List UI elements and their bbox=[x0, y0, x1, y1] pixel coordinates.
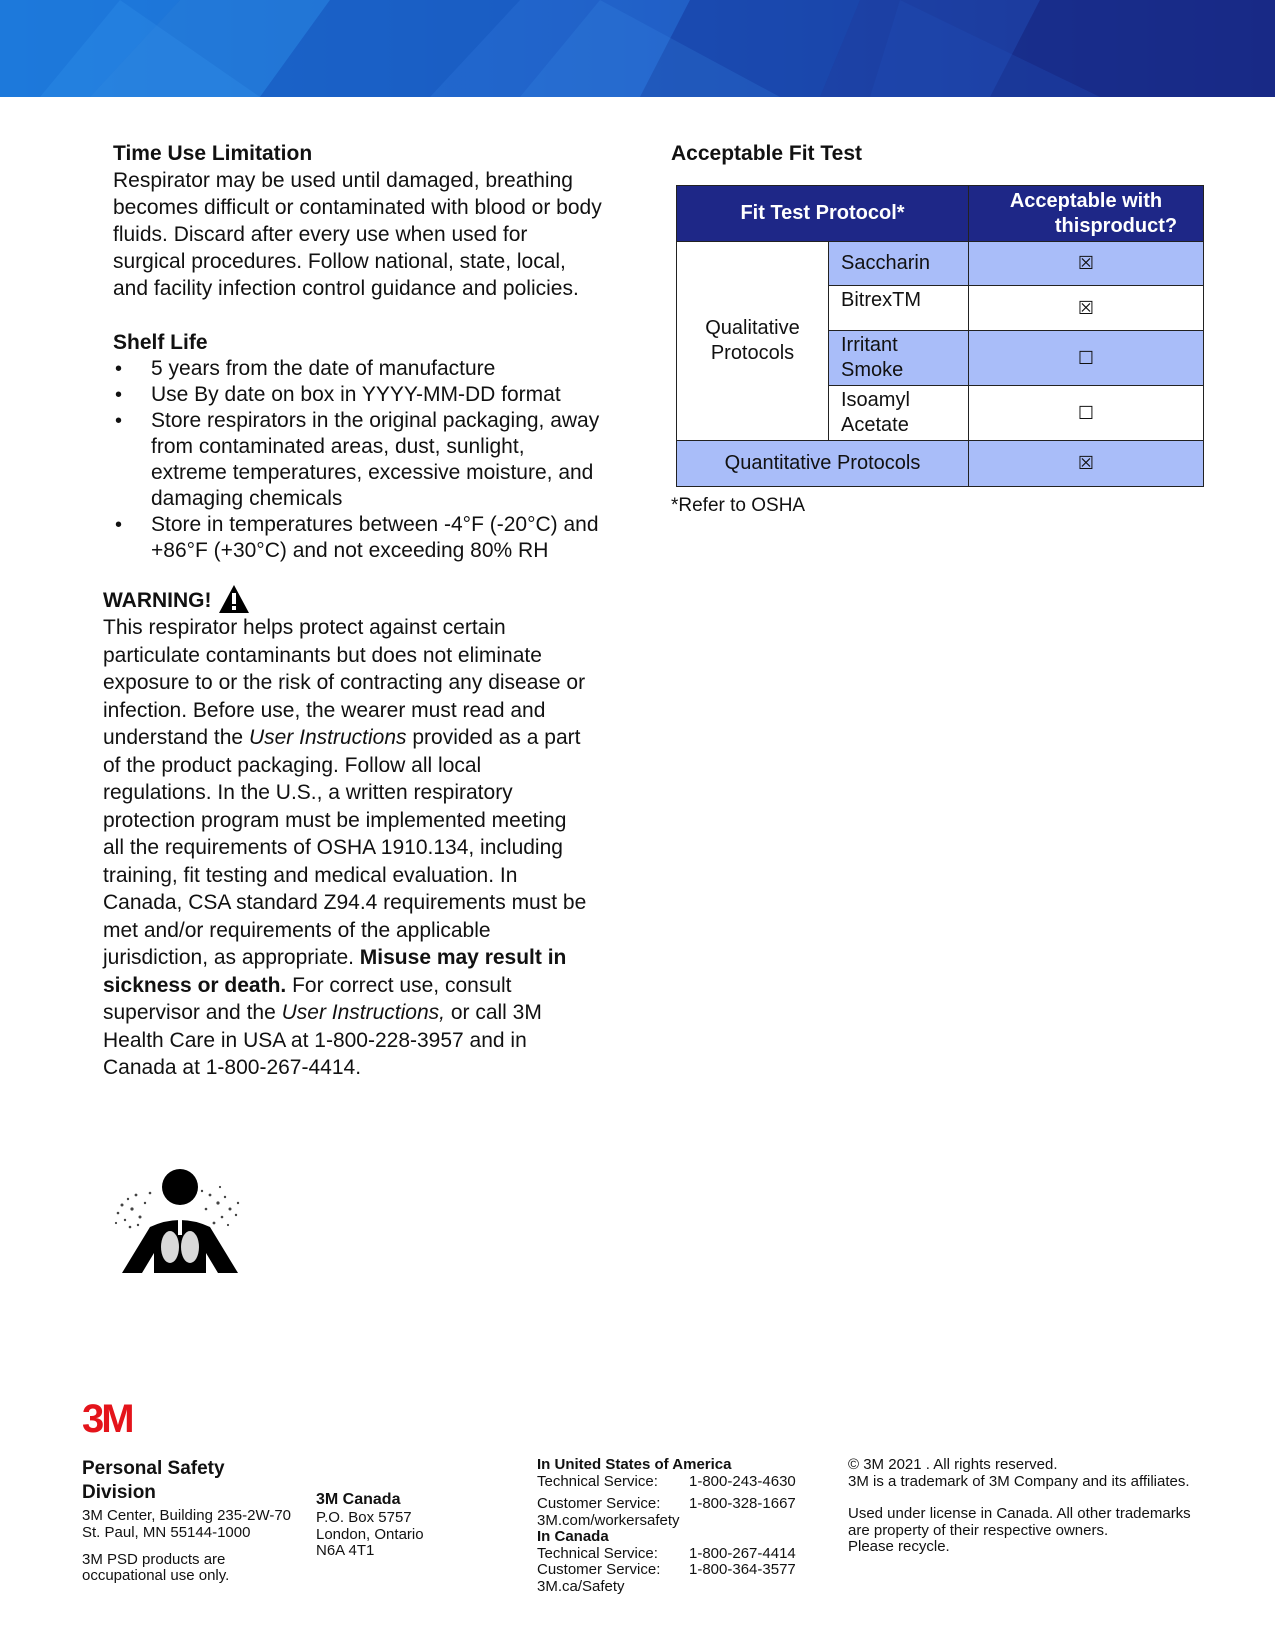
warning-triangle-icon bbox=[218, 584, 250, 614]
contact-label: Customer Service: bbox=[537, 1561, 661, 1578]
shelf-life-title: Shelf Life bbox=[113, 331, 208, 354]
phone-number: 1-800-243-4630 bbox=[689, 1472, 796, 1490]
legal-line: Please recycle. bbox=[848, 1538, 950, 1555]
legal-line: 3M is a trademark of 3M Company and its affiliates. bbox=[848, 1472, 1190, 1490]
protocol-name-text: Acetate bbox=[841, 414, 909, 436]
contacts-block bbox=[537, 1457, 817, 1595]
protocol-name bbox=[829, 286, 969, 331]
warning-heading bbox=[103, 580, 603, 614]
phone-number: 1-800-364-3577 bbox=[689, 1561, 796, 1578]
checkbox-cell: ☒ bbox=[969, 441, 1204, 487]
contact-row bbox=[537, 1562, 817, 1579]
header-acceptable-line2: thisproduct? bbox=[1054, 214, 1178, 237]
division-note bbox=[82, 1552, 302, 1584]
shelf-life-section bbox=[103, 329, 603, 564]
contact-label: Technical Service: bbox=[537, 1544, 658, 1562]
address-line: St. Paul, MN 55144-1000 bbox=[82, 1523, 251, 1541]
table-row bbox=[677, 441, 1204, 487]
protocol-name-text: Smoke bbox=[841, 359, 904, 381]
division-address bbox=[82, 1508, 302, 1541]
checkbox-cell: ☒ bbox=[969, 286, 1204, 331]
legal-line: Used under license in Canada. All other trademarks bbox=[848, 1505, 1191, 1522]
user-instructions-ref: User Instructions bbox=[248, 726, 407, 749]
website-link[interactable]: 3M.ca/Safety bbox=[537, 1577, 625, 1595]
footnote: *Refer to OSHA bbox=[671, 495, 806, 516]
address-line: 3M Center, Building 235-2W-70 bbox=[82, 1507, 292, 1524]
legal-line: © 3M 2021 . All rights reserved. bbox=[848, 1456, 1058, 1473]
phone-number: 1-800-328-1667 bbox=[689, 1495, 796, 1512]
left-column bbox=[103, 140, 603, 1082]
header-acceptable-line1: Acceptable with bbox=[1009, 189, 1163, 212]
list-item: • Store in temperatures between -4°F (-20°C) and +86°F (+30°C) and not exceeding 80% RH bbox=[113, 512, 603, 564]
contact-label: Customer Service: bbox=[537, 1495, 661, 1512]
user-instructions-ref: User Instructions, bbox=[281, 1001, 445, 1024]
header-acceptable bbox=[969, 186, 1204, 242]
contact-row bbox=[537, 1474, 817, 1491]
note-line: 3M PSD products are bbox=[82, 1551, 226, 1568]
canada-contacts-title: In Canada bbox=[537, 1528, 609, 1545]
fit-test-section bbox=[671, 140, 1211, 516]
contact-row bbox=[537, 1546, 817, 1563]
warning-text-part: This respirator helps protect against certain particulate contaminants but does not eliminate exposure to or the risk of contracting any disease or infection. Before use, the wearer must read and understand the bbox=[103, 616, 586, 749]
protocol-name bbox=[829, 386, 969, 441]
division-block bbox=[82, 1457, 302, 1584]
banner-graphic bbox=[0, 0, 1275, 97]
checkbox-cell: ☒ bbox=[969, 242, 1204, 286]
note-line: occupational use only. bbox=[82, 1567, 230, 1584]
usa-title: In United States of America bbox=[537, 1456, 732, 1473]
legal-block bbox=[848, 1457, 1208, 1556]
warning-body bbox=[103, 614, 593, 1082]
canada-title: 3M Canada bbox=[316, 1491, 401, 1508]
website-link[interactable]: 3M.com/workersafety bbox=[537, 1511, 680, 1529]
3m-logo: 3M bbox=[82, 1397, 132, 1441]
address-line: P.O. Box 5757 bbox=[316, 1509, 412, 1526]
respiratory-hazard-icon bbox=[110, 1165, 245, 1275]
time-use-section bbox=[103, 140, 603, 302]
footer bbox=[0, 1395, 1275, 1650]
list-item: • Store respirators in the original packaging, away from contaminated areas, dust, sunlight, extreme temperatures, excessive moisture, and damaging chemicals bbox=[113, 408, 603, 512]
list-item: • 5 years from the date of manufacture bbox=[113, 356, 603, 382]
contact-label: Technical Service: bbox=[537, 1472, 658, 1490]
checkbox-cell: ☐ bbox=[969, 331, 1204, 386]
header-protocol: Fit Test Protocol* bbox=[677, 186, 969, 242]
list-item: • Use By date on box in YYYY-MM-DD format bbox=[113, 382, 603, 408]
protocol-name-text: Irritant bbox=[841, 334, 898, 356]
qualitative-protocols-cell bbox=[677, 242, 829, 441]
fit-test-table bbox=[676, 185, 1204, 487]
warning-title: WARNING! bbox=[103, 589, 212, 612]
table-header-row bbox=[677, 186, 1204, 242]
qualitative-label-2: Protocols bbox=[710, 342, 795, 364]
table-row bbox=[677, 242, 1204, 286]
qualitative-label-1: Qualitative bbox=[705, 317, 800, 339]
warning-text-part: For correct use, consult supervisor and the bbox=[103, 973, 512, 1024]
protocol-name-text: BitrexTM bbox=[841, 289, 921, 311]
time-use-title: Time Use Limitation bbox=[113, 142, 313, 165]
legal-line: are property of their respective owners. bbox=[848, 1521, 1109, 1539]
protocol-name bbox=[829, 242, 969, 286]
protocol-name bbox=[829, 331, 969, 386]
fit-test-title: Acceptable Fit Test bbox=[671, 142, 862, 165]
shelf-life-list bbox=[113, 356, 603, 564]
warning-text-part: or call 3M Health Care in USA at 1-800-228-3957 and in Canada at 1-800-267-4414. bbox=[103, 1001, 542, 1079]
warning-text-part: provided as a part of the product packaging. Follow all local regulations. In the U.S., a written respiratory protection program must be implemented meeting all the requirements of OSHA 1910.134, including training, fit testing and medical evaluation. In Canada, CSA standard Z94.4 requirements must be met and/or requirements of the applicable jurisdiction, as appropriate. bbox=[103, 726, 587, 969]
header-banner bbox=[0, 0, 1275, 97]
phone-number: 1-800-267-4414 bbox=[689, 1544, 796, 1562]
division-title: Personal Safety Division bbox=[82, 1458, 225, 1503]
address-line: London, Ontario bbox=[316, 1525, 424, 1543]
quantitative-protocols-cell: Quantitative Protocols bbox=[677, 441, 969, 487]
canada-block bbox=[316, 1490, 424, 1560]
checkbox-cell: ☐ bbox=[969, 386, 1204, 441]
contact-row bbox=[537, 1496, 817, 1513]
address-line: N6A 4T1 bbox=[316, 1542, 375, 1559]
time-use-body: Respirator may be used until damaged, breathing becomes difficult or contaminated with blood or body fluids. Discard after every use when used for surgical procedures. Follow national, state, local, and facility infection control guidance and policies. bbox=[113, 169, 602, 300]
protocol-name-text: Isoamyl bbox=[841, 389, 910, 411]
warning-emphasis: Misuse may result in sickness or death. bbox=[103, 946, 567, 997]
protocol-name-text: Saccharin bbox=[841, 252, 930, 274]
